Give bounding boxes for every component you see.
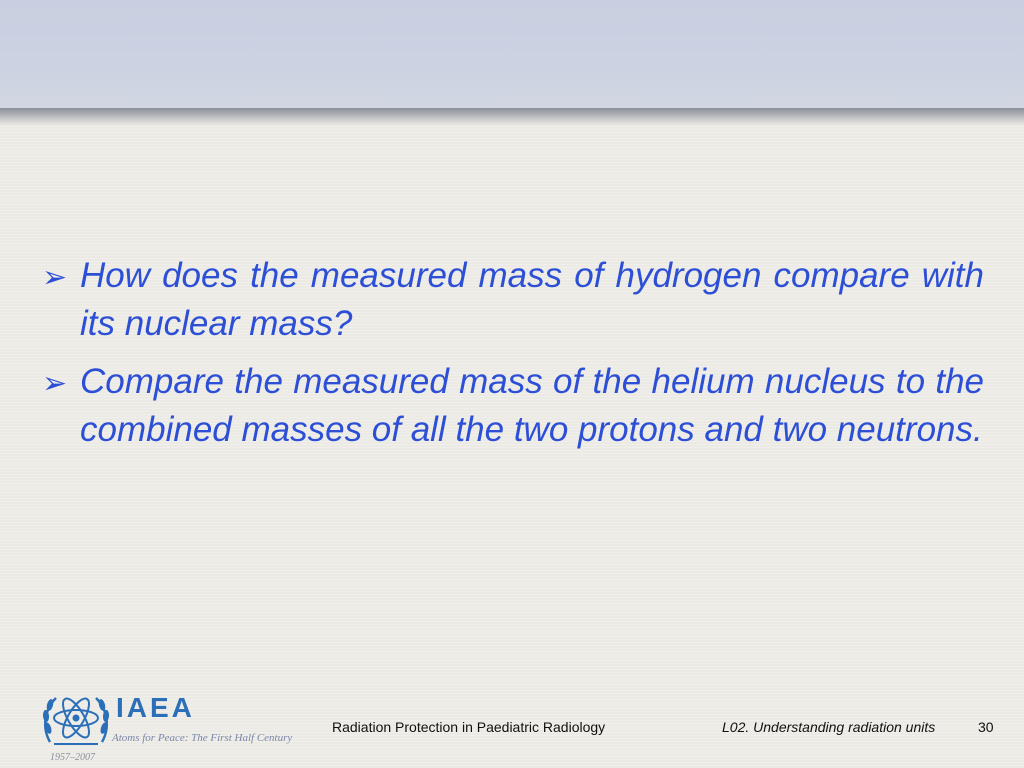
footer-course-title: Radiation Protection in Paediatric Radiology (332, 719, 606, 735)
header-band (0, 0, 1024, 110)
arrowhead-bullet-icon: ➢ (42, 260, 68, 295)
header-shadow (0, 108, 1024, 126)
arrowhead-bullet-icon: ➢ (42, 366, 68, 401)
bullet-item (42, 358, 984, 454)
iaea-logo-text: IAEA (116, 692, 195, 723)
slide-body (42, 252, 984, 464)
bullet-text: How does the measured mass of hydrogen compare with its nuclear mass? (80, 256, 984, 343)
bullet-text: Compare the measured mass of the helium nucleus to the combined masses of all the two protons and two neutrons. (80, 362, 984, 449)
page-number: 30 (978, 719, 994, 735)
iaea-atom-emblem-icon (40, 688, 112, 752)
footer-lecture-title: L02. Understanding radiation units (722, 719, 936, 735)
bullet-item (42, 252, 984, 348)
iaea-tagline: Atoms for Peace: The First Half Century (112, 732, 293, 744)
iaea-years: 1957–2007 (50, 752, 95, 763)
iaea-logo (40, 688, 320, 768)
